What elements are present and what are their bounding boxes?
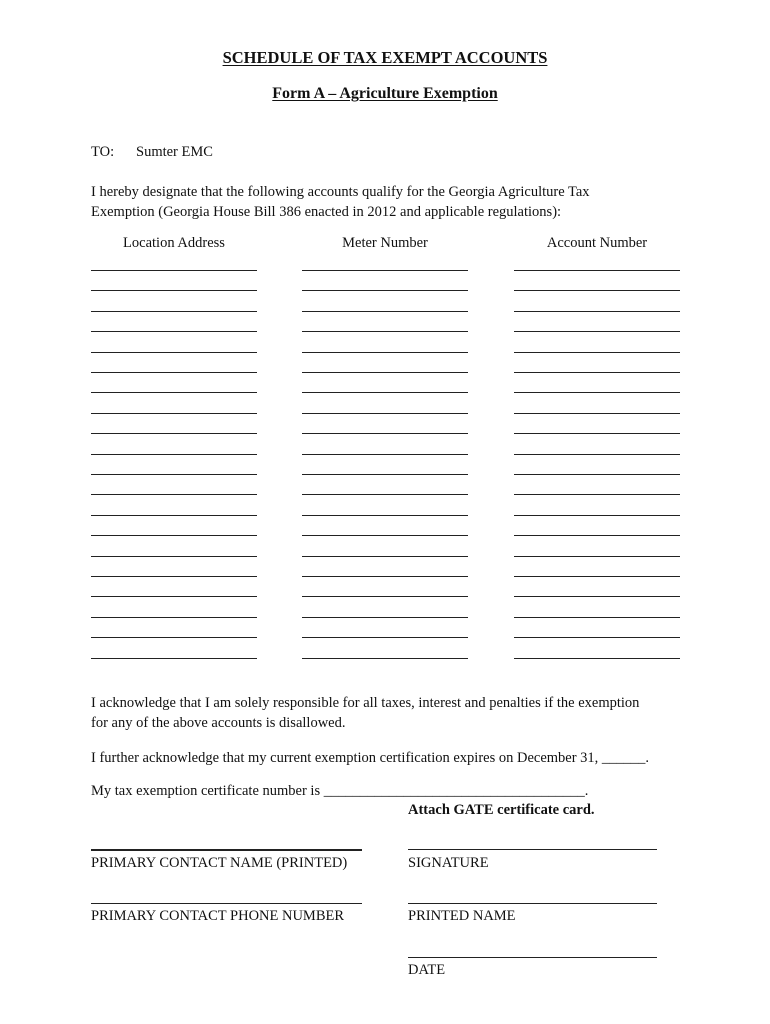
account-number-field[interactable]	[514, 352, 680, 353]
meter-number-field[interactable]	[302, 372, 468, 373]
contact-phone-label: PRIMARY CONTACT PHONE NUMBER	[91, 908, 345, 924]
form-subtitle: Form A – Agriculture Exemption	[272, 85, 498, 102]
meter-number-field[interactable]	[302, 474, 468, 475]
intro-line-2: Exemption (Georgia House Bill 386 enacted in 2012 and applicable regulations):	[91, 204, 562, 220]
account-number-field[interactable]	[514, 596, 680, 597]
contact-name-label: PRIMARY CONTACT NAME (PRINTED)	[91, 855, 348, 871]
to-value: Sumter EMC	[136, 144, 213, 160]
account-number-field[interactable]	[514, 454, 680, 455]
signature-label: SIGNATURE	[408, 855, 489, 871]
meter-number-field[interactable]	[302, 454, 468, 455]
date-label: DATE	[408, 962, 446, 978]
meter-number-field[interactable]	[302, 617, 468, 618]
account-number-field[interactable]	[514, 413, 680, 414]
account-number-field[interactable]	[514, 270, 680, 271]
account-number-field[interactable]	[514, 372, 680, 373]
location-address-field[interactable]	[91, 596, 257, 597]
date-line[interactable]	[408, 957, 657, 958]
form-title: SCHEDULE OF TAX EXEMPT ACCOUNTS	[222, 48, 548, 67]
meter-number-field[interactable]	[302, 637, 468, 638]
meter-number-field[interactable]	[302, 311, 468, 312]
account-number-field[interactable]	[514, 576, 680, 577]
location-address-field[interactable]	[91, 270, 257, 271]
account-number-field[interactable]	[514, 617, 680, 618]
account-number-field[interactable]	[514, 290, 680, 291]
meter-number-field[interactable]	[302, 535, 468, 536]
to-label: TO:	[91, 144, 115, 160]
meter-number-field[interactable]	[302, 352, 468, 353]
meter-number-field[interactable]	[302, 556, 468, 557]
account-number-field[interactable]	[514, 658, 680, 659]
column-header-account: Account Number	[546, 235, 648, 251]
location-address-field[interactable]	[91, 413, 257, 414]
location-address-field[interactable]	[91, 576, 257, 577]
attach-note: Attach GATE certificate card.	[408, 802, 595, 818]
location-address-field[interactable]	[91, 658, 257, 659]
account-number-field[interactable]	[514, 392, 680, 393]
account-number-field[interactable]	[514, 311, 680, 312]
account-number-field[interactable]	[514, 494, 680, 495]
meter-number-field[interactable]	[302, 290, 468, 291]
account-number-field[interactable]	[514, 331, 680, 332]
meter-number-field[interactable]	[302, 413, 468, 414]
meter-number-field[interactable]	[302, 658, 468, 659]
acknowledgement-1-line-2: for any of the above accounts is disallowed.	[91, 715, 346, 731]
location-address-field[interactable]	[91, 331, 257, 332]
account-number-field[interactable]	[514, 556, 680, 557]
contact-name-line[interactable]	[91, 849, 362, 851]
location-address-field[interactable]	[91, 515, 257, 516]
meter-number-field[interactable]	[302, 392, 468, 393]
contact-phone-line[interactable]	[91, 903, 362, 904]
location-address-field[interactable]	[91, 494, 257, 495]
printed-name-label: PRINTED NAME	[408, 908, 516, 924]
printed-name-line[interactable]	[408, 903, 657, 904]
column-header-meter: Meter Number	[342, 235, 428, 251]
location-address-field[interactable]	[91, 454, 257, 455]
account-number-field[interactable]	[514, 535, 680, 536]
acknowledgement-1-line-1: I acknowledge that I am solely responsible for all taxes, interest and penalties if the exemption	[91, 695, 640, 711]
location-address-field[interactable]	[91, 535, 257, 536]
location-address-field[interactable]	[91, 433, 257, 434]
account-number-field[interactable]	[514, 515, 680, 516]
location-address-field[interactable]	[91, 372, 257, 373]
location-address-field[interactable]	[91, 474, 257, 475]
meter-number-field[interactable]	[302, 515, 468, 516]
meter-number-field[interactable]	[302, 494, 468, 495]
meter-number-field[interactable]	[302, 270, 468, 271]
meter-number-field[interactable]	[302, 576, 468, 577]
location-address-field[interactable]	[91, 617, 257, 618]
meter-number-field[interactable]	[302, 331, 468, 332]
account-number-field[interactable]	[514, 433, 680, 434]
acknowledgement-2: I further acknowledge that my current exemption certification expires on December 31, ______.	[91, 750, 650, 766]
location-address-field[interactable]	[91, 290, 257, 291]
account-number-field[interactable]	[514, 474, 680, 475]
account-number-field[interactable]	[514, 637, 680, 638]
location-address-field[interactable]	[91, 311, 257, 312]
location-address-field[interactable]	[91, 352, 257, 353]
signature-line[interactable]	[408, 849, 657, 850]
location-address-field[interactable]	[91, 556, 257, 557]
column-header-location: Location Address	[123, 235, 225, 251]
location-address-field[interactable]	[91, 392, 257, 393]
location-address-field[interactable]	[91, 637, 257, 638]
meter-number-field[interactable]	[302, 596, 468, 597]
certificate-number-line[interactable]: My tax exemption certificate number is ____________________________________.	[91, 783, 589, 799]
meter-number-field[interactable]	[302, 433, 468, 434]
intro-line-1: I hereby designate that the following accounts qualify for the Georgia Agriculture Tax	[91, 184, 590, 200]
